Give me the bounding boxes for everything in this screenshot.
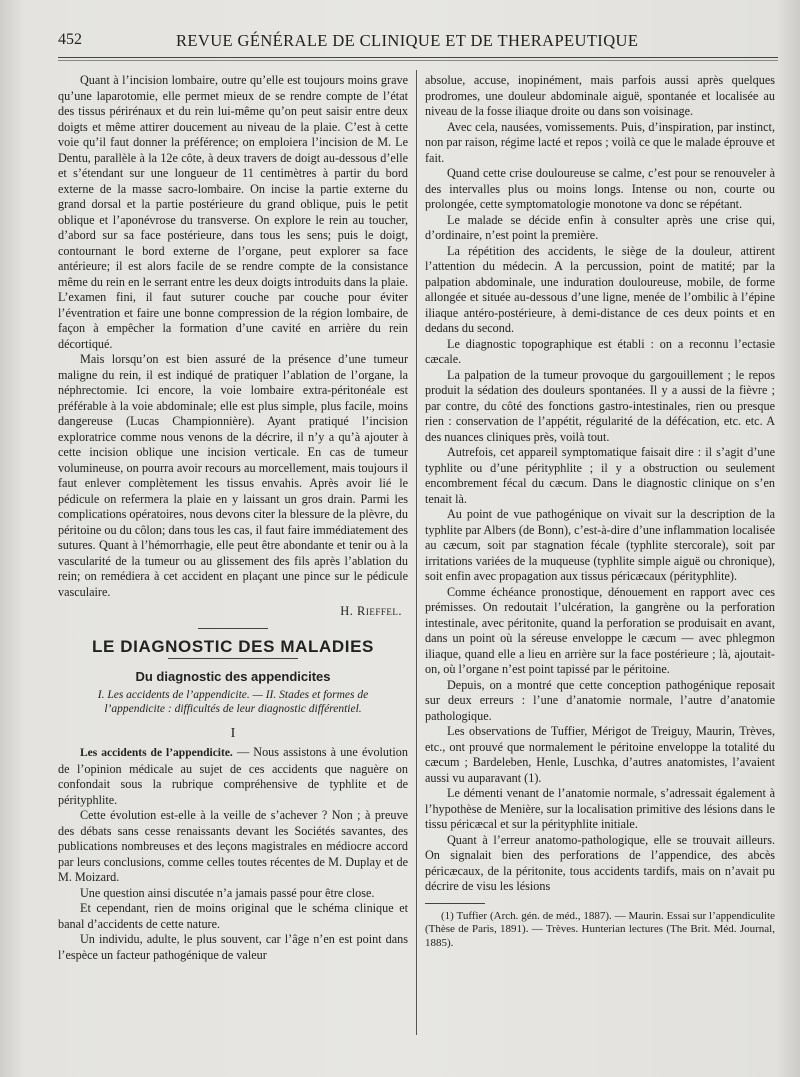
section-title-rule xyxy=(168,658,298,659)
subsection-summary: I. Les accidents de l’appendicite. — II. Stades et formes de l’appendicite : difficultés de leur diagnostic différentiel. xyxy=(97,688,369,715)
paragraph: absolue, accuse, inopinément, mais parfois aussi après quelques prodromes, une douleur abdominale aiguë, spontanée et localisée au niveau de la fosse iliaque droite ou dans son voisinage. xyxy=(425,73,775,118)
paragraph: Comme échéance pronostique, dénouement en rapport avec ces prémisses. On redoutait l’ulcération, la gangrène ou la perforation intestinale, avec péritonite, quand la perforation se produisait en avant, dans un point où la séreuse enveloppe le cæcum — avec phlegmon iliaque, quand elle a lieu en arrière sur la face postérieure ; là, ajoutait-on, où l’organe n’est point tapissé par le péritoine. xyxy=(425,584,775,676)
section-divider xyxy=(198,628,268,629)
part-number: I xyxy=(230,725,236,741)
paragraph: Les observations de Tuffier, Mérigot de Treiguy, Maurin, Trèves, etc., ont prouvé que normalement le péritoine enveloppe la totalité du cæcum ; Bardeleben, Henle, Luschka, d’autres anatomistes, l’avaient aussi vu auparavant (1). xyxy=(425,724,775,785)
paragraph-body: — Nous assistons à une évolution de l’opinion médicale au sujet de ces accidents que naguère on confondait sous la rubrique compréhensive de typhlite et de pérityphlite. xyxy=(58,745,408,807)
author-signature: H. Rieffel. xyxy=(340,604,402,618)
right-column xyxy=(425,73,775,950)
subsection-title: Du diagnostic des appendicites xyxy=(135,669,331,684)
page-number: 452 xyxy=(58,31,82,48)
header-rule xyxy=(58,57,778,58)
paragraph: Le démenti venant de l’anatomie normale, s’adressait également à l’hypothèse de Menière, sur la localisation primitive des lésions dans le tissu péricæcal et sur la pérityphlite initiale. xyxy=(425,786,775,831)
footnote: (1) Tuffier (Arch. gén. de méd., 1887). — Maurin. Essai sur l’appendiculite (Thèse de Paris, 1891). — Trèves. Hunterian lectures (The Brit. Méd. Journal, 1885). xyxy=(425,909,775,949)
paragraph: Le diagnostic topographique est établi : on a reconnu l’ectasie cæcale. xyxy=(425,336,775,366)
paragraph: Quant à l’erreur anatomo-pathologique, elle se trouvait ailleurs. On signalait bien des perforations de l’appendice, des abcès péricæcaux, de la péritonite, tous accidents tardifs, mais on n’avait pu décrire de visu les lésions xyxy=(425,832,775,893)
paragraph: Quand cette crise douloureuse se calme, c’est pour se renouveler à des intervalles plus ou moins longs. Intense ou non, courte ou prolongée, cette symptomatologie monotone va donc se répétant. xyxy=(425,166,775,211)
section-title: LE DIAGNOSTIC DES MALADIES xyxy=(92,636,374,656)
paragraph: Cette évolution est-elle à la veille de s’achever ? Non ; à preuve des débats sans cesse renaissants devant les Sociétés savantes, des publications nombreuses et des leçons magistrales en médiocre accord par leurs conclusions, comme celles toutes récentes de M. Duplay et de M. Moizard. xyxy=(58,808,408,884)
paragraph: Le malade se décide enfin à consulter après une crise qui, d’ordinaire, n’est point la première. xyxy=(425,212,775,242)
running-title: REVUE GÉNÉRALE DE CLINIQUE ET DE THERAPEUTIQUE xyxy=(176,31,639,50)
paragraph: Une question ainsi discutée n’a jamais passé pour être close. xyxy=(80,885,375,900)
paragraph: Depuis, on a montré que cette conception pathogénique reposait sur deux erreurs : l’une d’anatomie normale, l’autre d’anatomie pathologique. xyxy=(425,677,775,723)
left-column xyxy=(58,73,408,963)
paragraph: La palpation de la tumeur provoque du gargouillement ; le repos produit la sédation des douleurs spontanées. Il y a aussi de la fièvre ; par contre, du côté des fonctions gastro-intestinales, rien ou presque rien : conservation de l’appétit, régularité de la défécation, etc. etc. A des nuances cliniques près, voilà tout. xyxy=(425,367,775,444)
paragraph: Au point de vue pathogénique on vivait sur la description de la typhlite par Albers (de Bonn), c’est-à-dire d’une inflammation localisée au cæcum, soit par stagnation fécale (typhlite stercorale), soit par irritations variées de la muqueuse (typhlite simple aiguë ou chronique), soit enfin avec propagation aux tissus péricæcaux (pérityphlite). xyxy=(425,507,775,583)
paragraph: Un individu, adulte, le plus souvent, car l’âge n’en est point dans l’espèce un facteur pathogénique de valeur xyxy=(58,932,408,962)
paragraph: Avec cela, nausées, vomissements. Puis, d’inspiration, par instinct, non par raison, régime lacté et repos ; voilà ce que le malade éprouve et fait. xyxy=(425,119,775,165)
paragraph xyxy=(58,745,408,808)
paragraph: Quant à l’incision lombaire, outre qu’elle est toujours moins grave qu’une laparotomie, elle permet mieux de se rendre compte de l’état des tissus périrénaux et du rein lui-même qu’on peut saisir entre deux doigts et même attirer doucement au niveau de la plaie. C’est à cette voie qu’il faut donner la préférence; on emploiera l’incision de M. Le Dentu, parallèle à la 12e côte, à deux travers de doigt au-dessous d’elle et s’étendant sur une longueur de 11 centimètres à partir du bord externe de la masse sacro-lombaire. On incise la partie externe du grand dorsal et la partie postérieure du grand oblique, puis le petit oblique et l’aponévrose du transverse. On explore le rein au toucher, d’abord sur sa face postérieure, dans tous les sens; puis le doigt, contournant le bord externe de l’organe, peut explorer sa face antérieure; il est alors facile de se rendre compte de la consistance même du rein en le serrant entre les deux doigts introduits dans la plaie. L’examen fini, il faut suturer couche par couche pour éviter l’éventration et faire une bonne compression de la région lombaire, de façon à empêcher la formation d’une cavité en arrière du rein décortiqué. xyxy=(58,73,408,351)
paragraph: Autrefois, cet appareil symptomatique faisait dire : il s’agit d’une typhlite ou d’une pérityphlite ; il y a obstruction ou seulement encombrement fécal du cæcum. Dans le diagnostic clinique on s’en tenait là. xyxy=(425,445,775,506)
header-rule-secondary xyxy=(58,60,778,61)
paragraph: La répétition des accidents, le siège de la douleur, attirent l’attention du médecin. A la percussion, point de matité; par la palpation abdominale, une induration douloureuse, mobile, de forme allongée et située au-dessous d’une ligne, menée de l’ombilic à l’épine iliaque antéro-postérieure, à demi-distance de ces deux points et en dedans du second. xyxy=(425,243,775,335)
paragraph-lead: Les accidents de l’appendicite. xyxy=(80,747,233,759)
column-divider xyxy=(416,70,417,1035)
footnote-rule xyxy=(425,903,485,904)
paragraph: Et cependant, rien de moins original que le schéma clinique et banal d’accidents de cette nature. xyxy=(58,901,408,931)
paragraph: Mais lorsqu’on est bien assuré de la présence d’une tumeur maligne du rein, il est indiqué de pratiquer l’ablation de l’organe, la néphrectomie. Ici encore, la voie lombaire extra-péritonéale est préférable à la voie abdominale; elle est plus simple, plus facile, moins dangereuse (Lucas Championnière). Ayant pratiqué l’incision exploratrice comme nous venons de la décrire, il n’y a qu’à ajouter à cette incision oblique une incision verticale. En cas de tumeur volumineuse, on pourra avoir recours au morcellement, mais toujours il faut enlever complètement les tissus envahis. Après avoir lié le pédicule on refermera la plaie en y laissant un gros drain. Parmi les complications opératoires, nous devons citer la blessure de la plèvre, du péritoine ou du côlon; dans tous les cas, il faut faire immédiatement des sutures. Quant à l’hémorrhagie, elle peut être abondante et tenir ou à la vascularité de la tumeur ou au glissement des fils après l’ablation du rein; on remédiera à cet accident en plaçant une pince sur le pédicule vasculaire. xyxy=(58,352,408,599)
